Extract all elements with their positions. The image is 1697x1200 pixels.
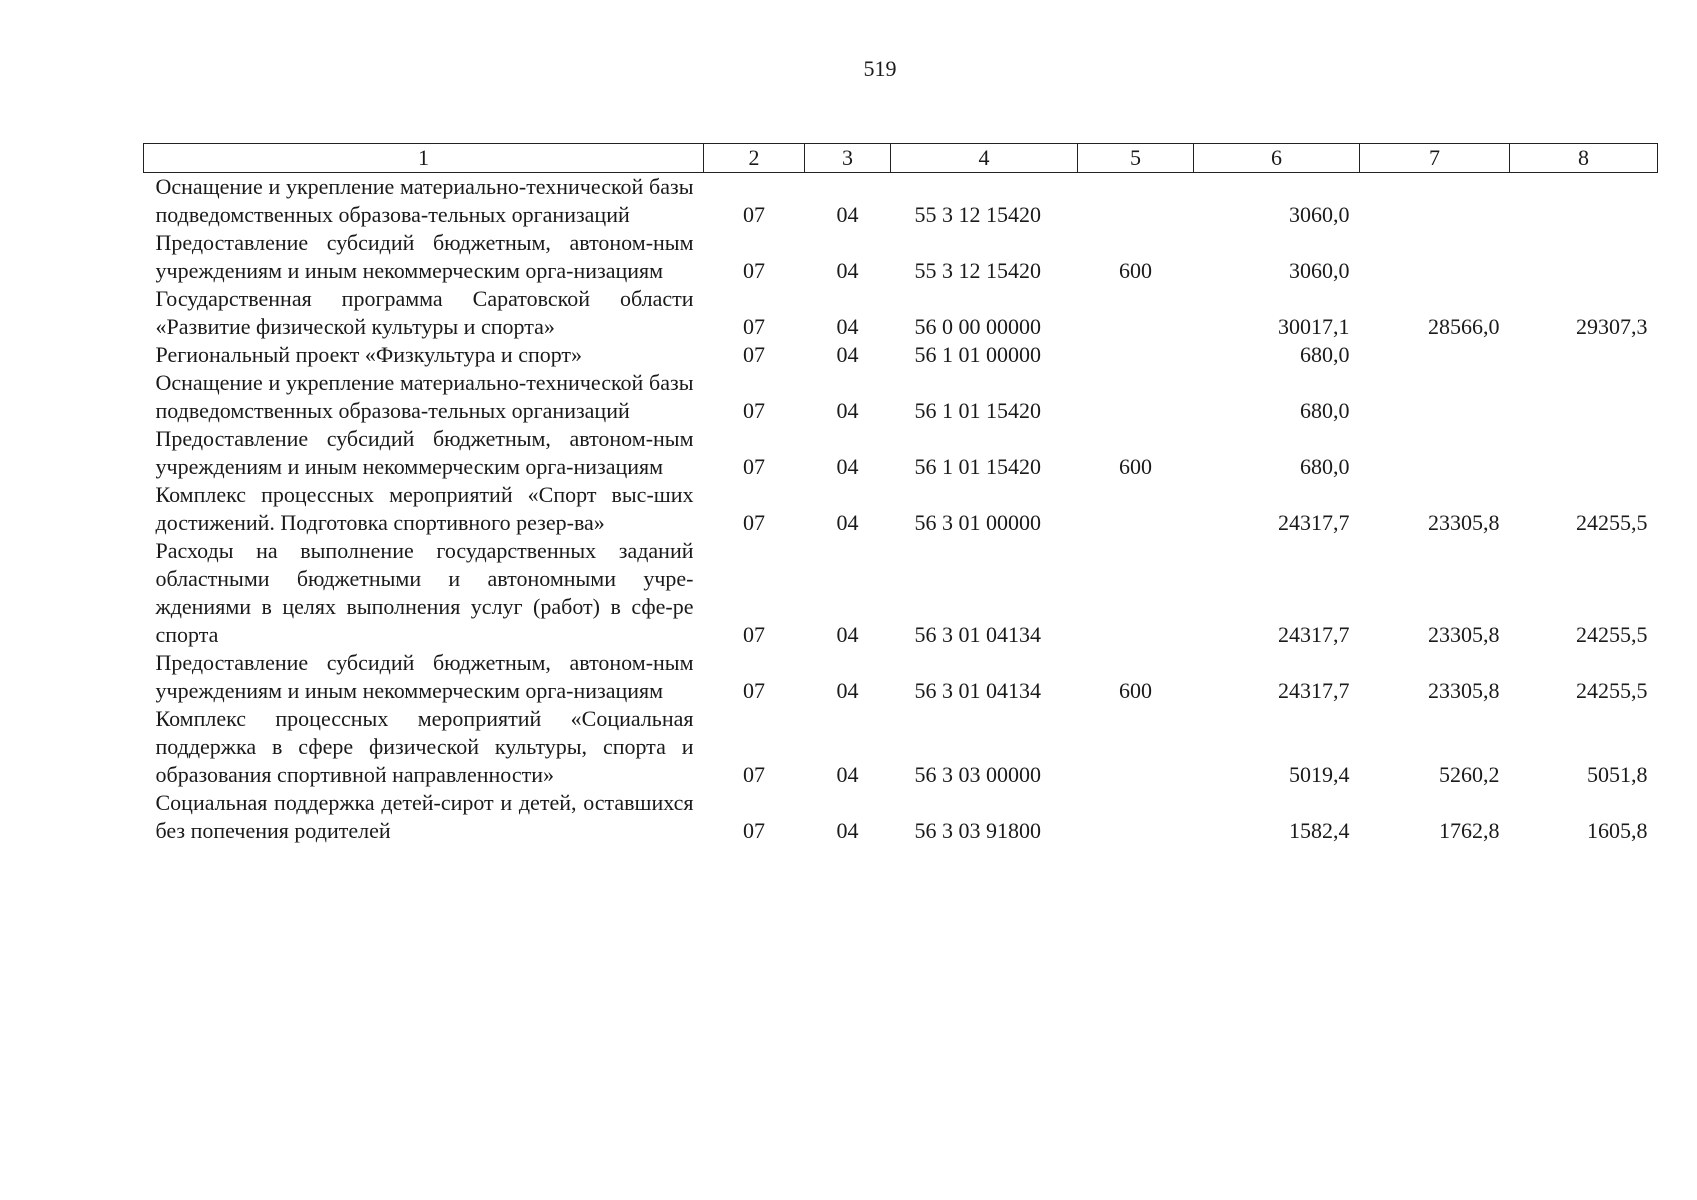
row-value-col6-cell: 24317,7 [1278, 678, 1350, 703]
row-value-col8-cell [1510, 369, 1658, 425]
table-row [144, 649, 1658, 705]
row-value-col8-cell [1510, 173, 1658, 230]
row-value-col6-cell: 680,0 [1300, 342, 1350, 367]
row-expense-type-cell [1078, 705, 1194, 789]
header-col-7: 7 [1360, 144, 1510, 173]
row-section-cell: 07 [743, 314, 765, 339]
header-col-3: 3 [805, 144, 891, 173]
row-subsection-cell: 04 [836, 454, 859, 479]
row-name-cell: Комплекс процессных мероприятий «Социальная поддержка в сфере физической культуры, спорта и образования спортивной направленности» [155, 706, 694, 787]
row-value-col6-cell: 680,0 [1300, 454, 1350, 479]
row-subsection-cell: 04 [836, 678, 859, 703]
row-name-cell: Оснащение и укрепление материально-технической базы подведомственных образова-тельных организаций [155, 370, 694, 423]
row-expense-type-cell: 600 [1119, 454, 1152, 479]
table-row [144, 229, 1658, 285]
table-row [144, 705, 1658, 789]
row-value-col6-cell: 3060,0 [1289, 258, 1350, 283]
row-value-col8-cell: 24255,5 [1576, 510, 1648, 535]
row-target-article-cell: 56 3 03 91800 [914, 818, 1041, 843]
row-target-article-cell: 56 0 00 00000 [914, 314, 1041, 339]
row-target-article-cell: 56 3 01 00000 [914, 510, 1041, 535]
table-row [144, 789, 1658, 845]
row-section-cell: 07 [743, 678, 765, 703]
row-section-cell: 07 [743, 510, 765, 535]
row-value-col7-cell [1360, 369, 1510, 425]
header-col-6: 6 [1194, 144, 1360, 173]
row-value-col7-cell: 23305,8 [1428, 510, 1500, 535]
row-value-col8-cell [1510, 425, 1658, 481]
row-name-cell: Предоставление субсидий бюджетным, автоном-ным учреждениям и иным некоммерческим орга-низациям [155, 650, 694, 703]
row-target-article-cell: 56 3 01 04134 [914, 678, 1041, 703]
row-target-article-cell: 56 3 01 04134 [914, 622, 1041, 647]
row-value-col6-cell: 24317,7 [1278, 510, 1350, 535]
table-row [144, 537, 1658, 649]
row-name-cell: Расходы на выполнение государственных заданий областными бюджетными и автономными учре-ждениями в целях выполнения услуг (работ) в сфе-ре спорта [155, 538, 694, 647]
row-section-cell: 07 [743, 398, 765, 423]
row-target-article-cell: 56 1 01 00000 [914, 342, 1041, 367]
row-expense-type-cell [1078, 537, 1194, 649]
row-value-col8-cell: 24255,5 [1576, 678, 1648, 703]
row-value-col8-cell [1510, 229, 1658, 285]
header-col-1: 1 [144, 144, 704, 173]
table-body [144, 173, 1658, 846]
row-value-col6-cell: 3060,0 [1289, 202, 1350, 227]
row-subsection-cell: 04 [836, 258, 859, 283]
row-target-article-cell: 56 1 01 15420 [914, 398, 1041, 423]
row-value-col7-cell: 23305,8 [1428, 622, 1500, 647]
row-expense-type-cell [1078, 341, 1194, 369]
row-subsection-cell: 04 [836, 510, 859, 535]
row-section-cell: 07 [743, 258, 765, 283]
row-target-article-cell: 55 3 12 15420 [914, 202, 1041, 227]
row-expense-type-cell [1078, 369, 1194, 425]
row-expense-type-cell [1078, 789, 1194, 845]
row-value-col7-cell: 1762,8 [1439, 818, 1500, 843]
table-row [144, 425, 1658, 481]
row-subsection-cell: 04 [836, 622, 859, 647]
header-col-5: 5 [1078, 144, 1194, 173]
row-section-cell: 07 [743, 818, 765, 843]
row-value-col8-cell: 1605,8 [1587, 818, 1648, 843]
row-value-col7-cell: 28566,0 [1428, 314, 1500, 339]
table-row [144, 341, 1658, 369]
row-section-cell: 07 [743, 622, 765, 647]
row-name-cell: Социальная поддержка детей-сирот и детей, оставшихся без попечения родителей [155, 790, 694, 843]
row-value-col6-cell: 680,0 [1300, 398, 1350, 423]
row-subsection-cell: 04 [836, 818, 859, 843]
row-value-col8-cell [1510, 341, 1658, 369]
row-subsection-cell: 04 [836, 342, 859, 367]
row-section-cell: 07 [743, 762, 765, 787]
row-subsection-cell: 04 [836, 202, 859, 227]
row-subsection-cell: 04 [836, 762, 859, 787]
row-expense-type-cell: 600 [1119, 258, 1152, 283]
table-row [144, 285, 1658, 341]
row-value-col6-cell: 1582,4 [1289, 818, 1350, 843]
row-name-cell: Государственная программа Саратовской области «Развитие физической культуры и спорта» [155, 286, 694, 339]
row-subsection-cell: 04 [836, 398, 859, 423]
table-header [144, 144, 1658, 173]
header-col-2: 2 [704, 144, 805, 173]
row-value-col6-cell: 24317,7 [1278, 622, 1350, 647]
table-row [144, 481, 1658, 537]
row-name-cell: Предоставление субсидий бюджетным, автоном-ным учреждениям и иным некоммерческим орга-низациям [155, 230, 694, 283]
row-name-cell: Предоставление субсидий бюджетным, автоном-ным учреждениям и иным некоммерческим орга-низациям [155, 426, 694, 479]
budget-table-container [143, 143, 1657, 845]
row-target-article-cell: 56 3 03 00000 [914, 762, 1041, 787]
row-value-col6-cell: 5019,4 [1289, 762, 1350, 787]
header-col-8: 8 [1510, 144, 1658, 173]
row-value-col7-cell [1360, 341, 1510, 369]
row-value-col7-cell [1360, 173, 1510, 230]
row-value-col8-cell: 24255,5 [1576, 622, 1648, 647]
row-target-article-cell: 55 3 12 15420 [914, 258, 1041, 283]
row-section-cell: 07 [743, 202, 765, 227]
row-value-col6-cell: 30017,1 [1278, 314, 1350, 339]
row-expense-type-cell [1078, 173, 1194, 230]
row-name-cell: Комплекс процессных мероприятий «Спорт выс-ших достижений. Подготовка спортивного резер-ва» [155, 482, 694, 535]
row-value-col7-cell [1360, 425, 1510, 481]
row-section-cell: 07 [743, 454, 765, 479]
row-expense-type-cell [1078, 481, 1194, 537]
row-value-col7-cell [1360, 229, 1510, 285]
row-target-article-cell: 56 1 01 15420 [914, 454, 1041, 479]
row-expense-type-cell [1078, 285, 1194, 341]
row-name-cell: Региональный проект «Физкультура и спорт» [155, 342, 583, 367]
row-subsection-cell: 04 [836, 314, 859, 339]
table-row [144, 369, 1658, 425]
header-col-4: 4 [891, 144, 1078, 173]
page-number: 519 [863, 56, 897, 81]
row-value-col7-cell: 5260,2 [1439, 762, 1500, 787]
table-row [144, 173, 1658, 230]
row-expense-type-cell: 600 [1119, 678, 1152, 703]
row-value-col8-cell: 5051,8 [1587, 762, 1648, 787]
row-value-col8-cell: 29307,3 [1576, 314, 1648, 339]
row-name-cell: Оснащение и укрепление материально-технической базы подведомственных образова-тельных организаций [155, 174, 694, 227]
budget-table [143, 143, 1658, 845]
row-section-cell: 07 [743, 342, 765, 367]
header-row [144, 144, 1658, 173]
row-value-col7-cell: 23305,8 [1428, 678, 1500, 703]
